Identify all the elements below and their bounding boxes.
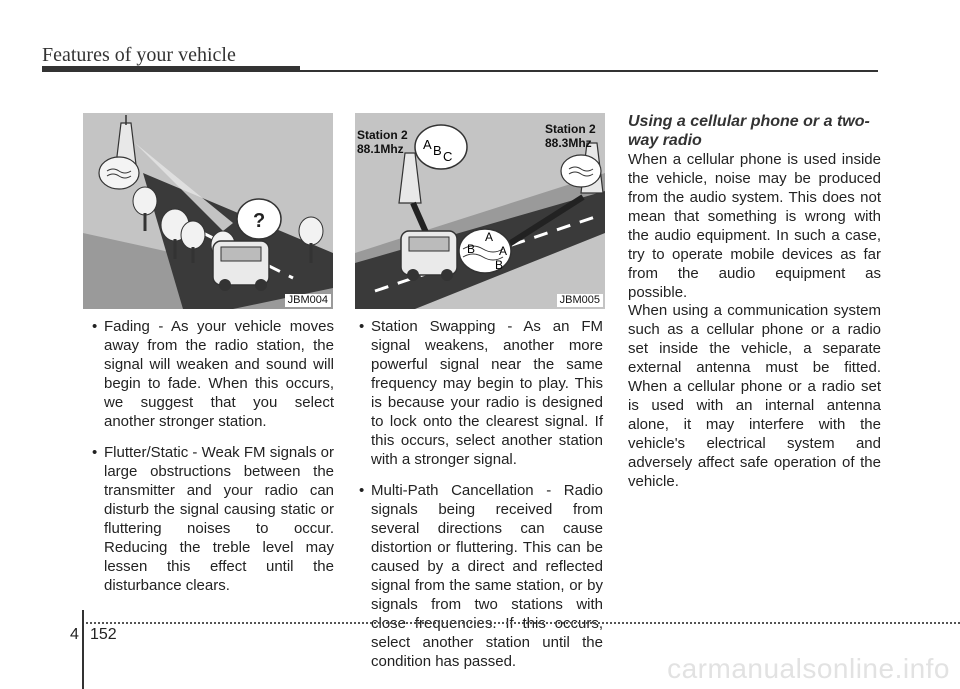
station-illustration	[355, 113, 605, 309]
footer-rule	[82, 622, 960, 624]
freq-right-label: 88.3Mhz	[545, 136, 592, 150]
station-left-label: Station 2	[357, 128, 408, 142]
section-heading: Using a cellular phone or a two-way radio	[628, 113, 870, 149]
figure-station-swapping	[355, 113, 605, 309]
paragraph-cellular-noise: When a cellular phone is used inside the vehicle, noise may be produced from the audio system. This does not mean that something is wrong with the audio equipment. In such a case, try to operate mobile devices as far from the audio equipment as possible.	[628, 151, 881, 301]
page-number: 152	[90, 626, 117, 643]
figure-fading	[83, 113, 333, 309]
car-letter-a1: A	[485, 230, 494, 244]
station-right-label: Station 2	[545, 122, 596, 136]
footer-divider	[82, 610, 84, 689]
bullet-station-swapping: • Station Swapping - As an FM signal weakens, another more powerful signal near the same frequency may begin to play. This is because your radio is designed to lock onto the clearest signal. If this occurs, select another station with a stronger signal.	[355, 317, 603, 469]
header-title: Features of your vehicle	[42, 44, 236, 66]
freq-left-label: 88.1Mhz	[357, 142, 404, 156]
figure-code: JBM004	[285, 294, 331, 307]
bullet-fading: • Fading - As your vehicle moves away from the radio station, the signal will weaken and sound will begin to fade. When this occurs, we suggest that you select another stronger station.	[88, 317, 334, 431]
question-mark: ?	[253, 210, 266, 232]
fading-illustration	[83, 113, 333, 309]
col1-bullet-list	[88, 317, 334, 607]
watermark: carmanualsonline.info	[667, 653, 950, 684]
car-letter-b2: B	[495, 258, 504, 272]
chapter-number: 4	[70, 626, 79, 643]
bubble-letter-c: C	[443, 149, 453, 164]
car-letter-a2: A	[499, 244, 508, 258]
figure-code: JBM005	[557, 294, 603, 307]
bubble-letter-b: B	[433, 143, 442, 158]
paragraph-external-antenna: When using a communication system such as a cellular phone or a radio set inside the vehicle, a separate external antenna must be fitted. When a cellular phone or a radio set is used with an internal antenna alone, it may interfere with the vehicle's electrical system and adversely affect safe operation of the vehicle.	[628, 302, 881, 490]
car-letter-b1: B	[467, 242, 476, 256]
bubble-letter-a: A	[423, 137, 432, 152]
bullet-flutter-static: • Flutter/Static - Weak FM signals or large obstructions between the transmitter and your radio can disturb the signal causing static or fluttering noises to occur. Reducing the treble level may lessen this effect until the disturbance clears.	[88, 443, 334, 595]
header-rule	[42, 66, 300, 72]
col2-bullet-list	[355, 317, 603, 683]
header-rule-thin	[300, 70, 878, 72]
bullet-multipath: • Multi-Path Cancellation - Radio signals being received from several directions can cause distortion or fluttering. This can be caused by a direct and reflected signal from the same station, or by signals from two stations with close frequencies. If this occurs, select another station until the condition has passed.	[355, 481, 603, 671]
